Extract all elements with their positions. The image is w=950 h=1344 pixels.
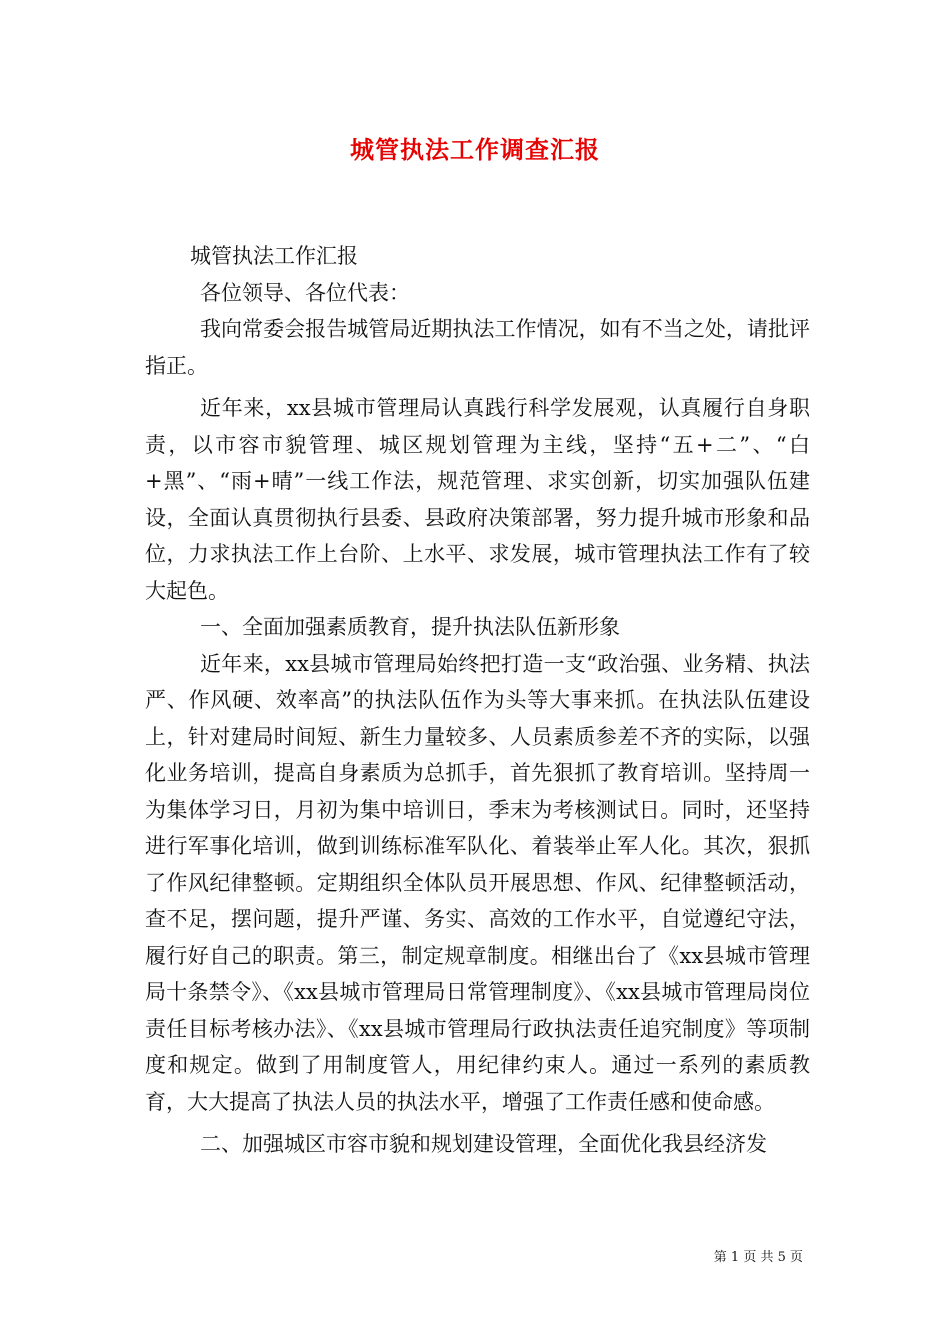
page-number: 第 1 页 共 5 页 — [713, 1250, 803, 1265]
paragraph-salutation: 各位领导、各位代表： — [200, 280, 410, 305]
paragraph-section-1: 近年来，xx县城市管理局始终把打造一支“政治强、业务精、执法严、作风硬、效率高”的执法队伍作为头等大事来抓。在执法队伍建设上，针对建局时间短、新生力量较多、人员素质参差不齐的实际，以强化业务培训，提高自身素质为总抓手，首先狠抓了教育培训。坚持周一为集体学习日，月初为集中培训日，季末为考核测试日。同时，还坚持进行军事化培训，做到训练标准军队化、着装举止军人化。其次，狠抓了作风纪律整顿。定期组织全体队员开展思想、作风、纪律整顿活动，查不足，摆问题，提升严谨、务实、高效的工作水平，自觉遵纪守法，履行好自己的职责。第三，制定规章制度。相继出台了《xx县城市管理局十条禁令》、《xx县城市管理局日常管理制度》、《xx县城市管理局岗位责任目标考核办法》、《xx县城市管理局行政执法责任追究制度》等项制度和规定。做到了用制度管人，用纪律约束人。通过一系列的素质教育，大大提高了执法人员的执法水平，增强了工作责任感和使命感。 — [145, 651, 810, 1114]
document-body — [145, 238, 810, 1163]
paragraph-subtitle: 城管执法工作汇报 — [190, 244, 358, 268]
section-heading-1: 一、全面加强素质教育，提升执法队伍新形象 — [200, 615, 620, 639]
document-title: 城管执法工作调查汇报 — [350, 135, 600, 164]
paragraph-overview: 近年来，xx县城市管理局认真践行科学发展观，认真履行自身职责，以市容市貌管理、城区规划管理为主线，坚持“五+二”、“白+黑”、“雨+晴”一线工作法，规范管理、求实创新，切实加强队伍建设，全面认真贯彻执行县委、县政府决策部署，努力提升城市形象和品位，力求执法工作上台阶、上水平、求发展，城市管理执法工作有了较大起色。 — [145, 396, 810, 603]
paragraph-intro: 我向常委会报告城管局近期执法工作情况，如有不当之处，请批评指正。 — [145, 317, 810, 378]
section-heading-2: 二、加强城区市容市貌和规划建设管理，全面优化我县经济发 — [200, 1132, 767, 1156]
